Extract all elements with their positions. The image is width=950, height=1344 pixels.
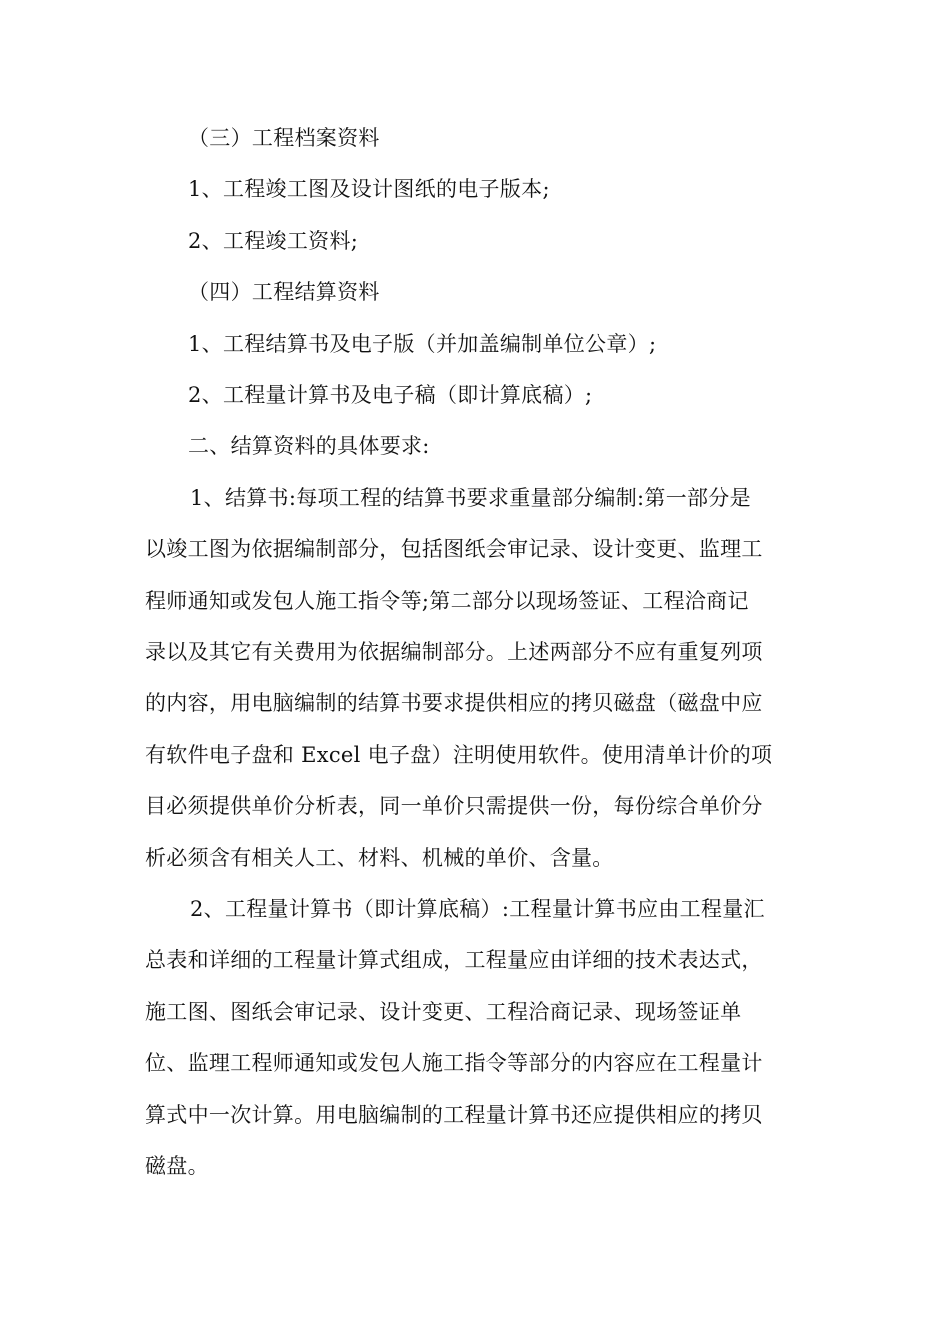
paragraph-line: 磁盘。 xyxy=(145,1154,209,1178)
list-item: 1、工程竣工图及设计图纸的电子版本; xyxy=(188,177,550,201)
paragraph-line: 1、结算书:每项工程的结算书要求重量部分编制:第一部分是 xyxy=(190,486,751,510)
paragraph-line: 算式中一次计算。用电脑编制的工程量计算书还应提供相应的拷贝 xyxy=(145,1103,763,1127)
list-item: 2、工程竣工资料; xyxy=(188,229,359,253)
list-item: 1、工程结算书及电子版（并加盖编制单位公章）; xyxy=(188,332,657,356)
paragraph-line: 目必须提供单价分析表，同一单价只需提供一份，每份综合单价分 xyxy=(145,794,763,818)
paragraph-line: 位、监理工程师通知或发包人施工指令等部分的内容应在工程量计 xyxy=(145,1051,763,1075)
section-heading-settlement: （四）工程结算资料 xyxy=(188,280,380,304)
list-item: 2、工程量计算书及电子稿（即计算底稿）; xyxy=(188,383,593,407)
paragraph-line: 施工图、图纸会审记录、设计变更、工程洽商记录、现场签证单 xyxy=(145,1000,742,1024)
section-heading-requirements: 二、结算资料的具体要求: xyxy=(188,434,430,458)
paragraph-line: 以竣工图为依据编制部分，包括图纸会审记录、设计变更、监理工 xyxy=(145,537,763,561)
paragraph-line: 总表和详细的工程量计算式组成，工程量应由详细的技术表达式， xyxy=(145,948,763,972)
section-heading-archives: （三）工程档案资料 xyxy=(188,126,380,150)
paragraph-line: 有软件电子盘和 Excel 电子盘）注明使用软件。使用清单计价的项 xyxy=(145,743,773,767)
paragraph-line: 析必须含有相关人工、材料、机械的单价、含量。 xyxy=(145,846,614,870)
paragraph-line: 程师通知或发包人施工指令等;第二部分以现场签证、工程洽商记 xyxy=(145,589,749,613)
paragraph-line: 的内容，用电脑编制的结算书要求提供相应的拷贝磁盘（磁盘中应 xyxy=(145,691,763,715)
paragraph-line: 录以及其它有关费用为依据编制部分。上述两部分不应有重复列项 xyxy=(145,640,763,664)
paragraph-line: 2、工程量计算书（即计算底稿）:工程量计算书应由工程量汇 xyxy=(190,897,765,921)
